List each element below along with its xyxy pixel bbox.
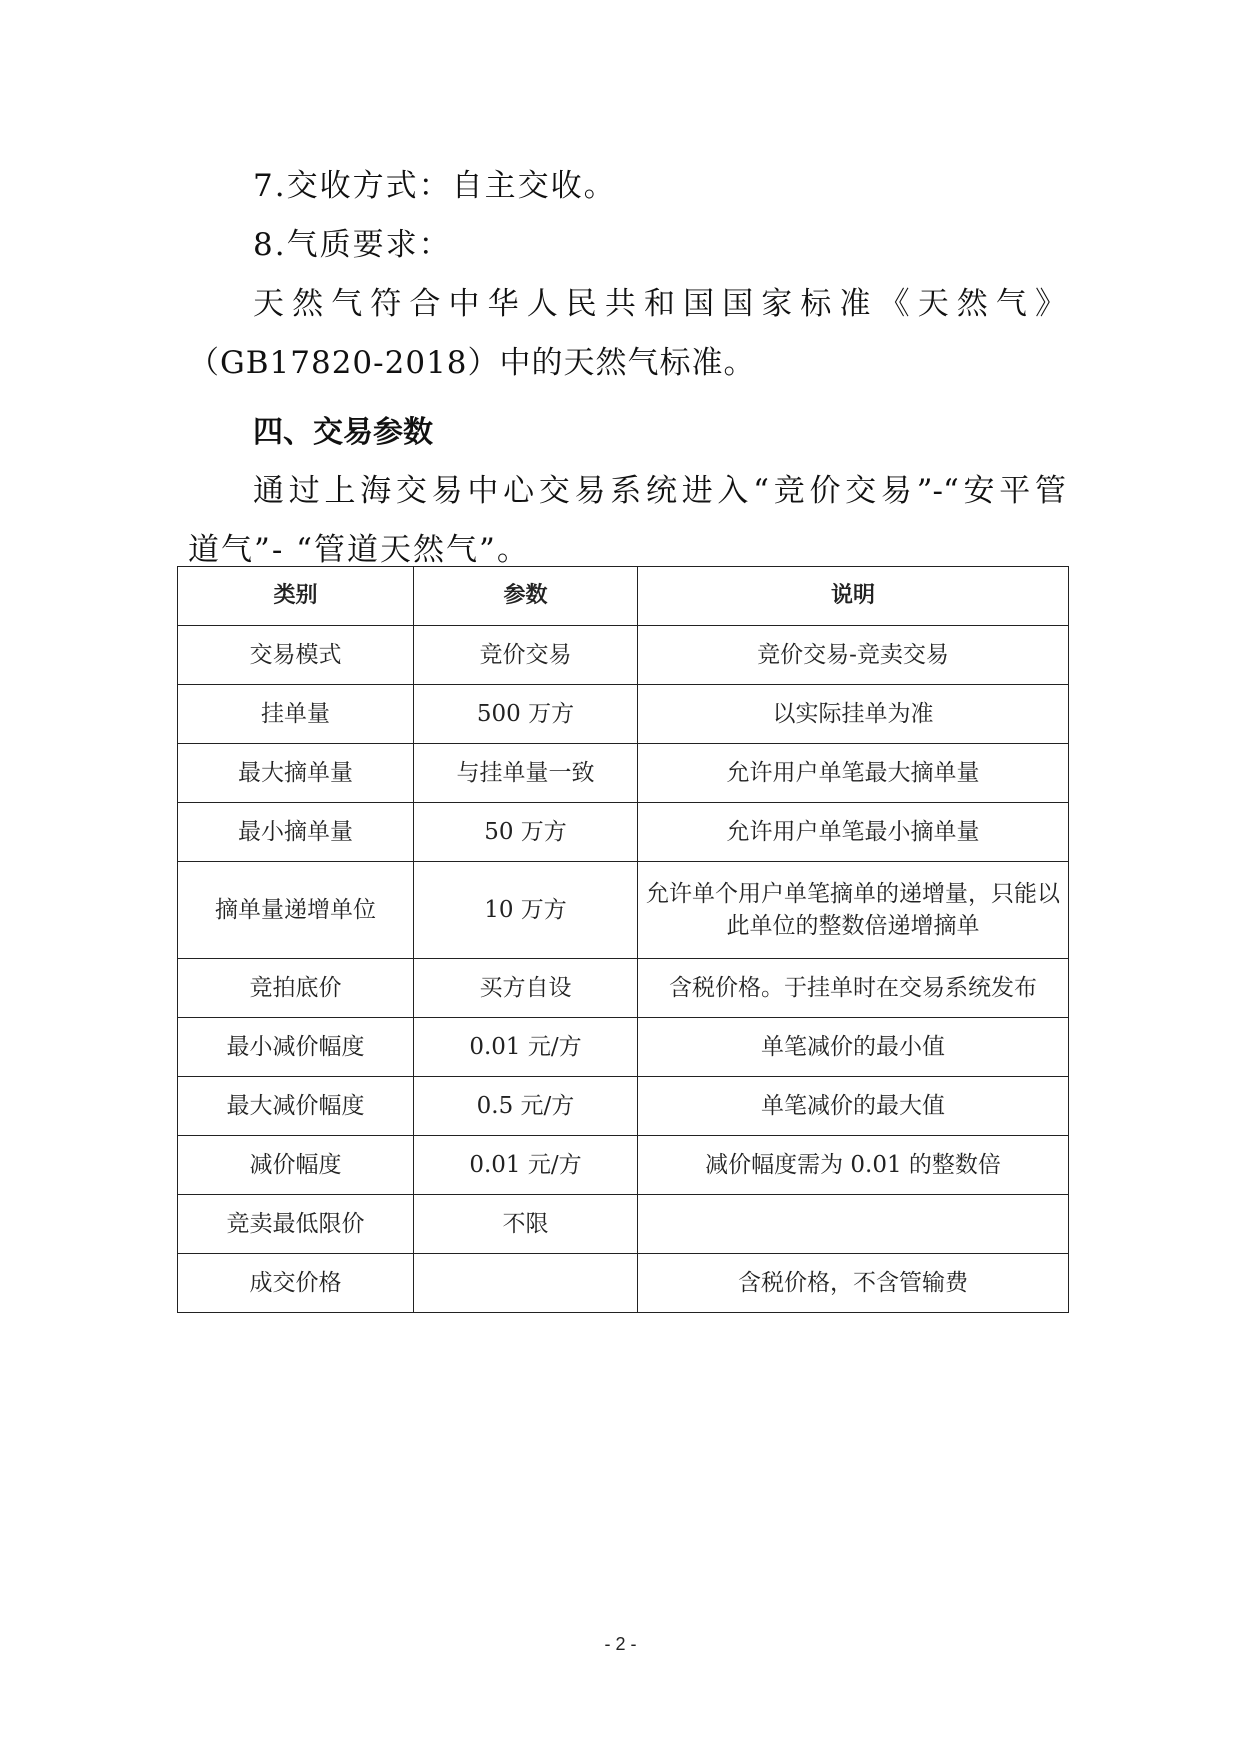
cell-description: 允许用户单笔最大摘单量 (638, 744, 1069, 803)
cell-category: 竞拍底价 (178, 959, 414, 1018)
gas-quality-text-line-1: 天然气符合中华人民共和国国家标准《天然气》 (253, 286, 1066, 322)
cell-parameter: 10 万方 (414, 862, 638, 959)
cell-parameter: 与挂单量一致 (414, 744, 638, 803)
intro-line-1: 通过上海交易中心交易系统进入“竞价交易”-“安平管 (253, 473, 1066, 509)
cell-parameter: 不限 (414, 1195, 638, 1254)
table-row (178, 1195, 1069, 1254)
cell-category: 最大摘单量 (178, 744, 414, 803)
cell-category: 最大减价幅度 (178, 1077, 414, 1136)
cell-parameter: 买方自设 (414, 959, 638, 1018)
cell-parameter: 0.01 元/方 (414, 1018, 638, 1077)
cell-description (638, 1195, 1069, 1254)
gas-quality-text-line-2: （GB17820-2018）中的天然气标准。 (188, 345, 756, 381)
cell-description: 单笔减价的最大值 (638, 1077, 1069, 1136)
section-heading-trade-params: 四、交易参数 (253, 415, 433, 450)
cell-category: 减价幅度 (178, 1136, 414, 1195)
table-row (178, 626, 1069, 685)
cell-parameter: 0.01 元/方 (414, 1136, 638, 1195)
cell-category: 最小摘单量 (178, 803, 414, 862)
delivery-method-line: 7.交收方式：自主交收。 (253, 168, 617, 204)
cell-category: 最小减价幅度 (178, 1018, 414, 1077)
table-row (178, 1018, 1069, 1077)
cell-parameter (414, 1254, 638, 1313)
cell-description: 含税价格。于挂单时在交易系统发布 (638, 959, 1069, 1018)
cell-category: 摘单量递增单位 (178, 862, 414, 959)
header-parameter: 参数 (414, 567, 638, 626)
table-header-row (178, 567, 1069, 626)
table-row (178, 959, 1069, 1018)
cell-category: 成交价格 (178, 1254, 414, 1313)
cell-description: 减价幅度需为 0.01 的整数倍 (638, 1136, 1069, 1195)
cell-category: 交易模式 (178, 626, 414, 685)
cell-parameter: 竞价交易 (414, 626, 638, 685)
cell-parameter: 0.5 元/方 (414, 1077, 638, 1136)
cell-description: 含税价格，不含管输费 (638, 1254, 1069, 1313)
gas-quality-heading: 8.气质要求： (253, 227, 452, 263)
table-row (178, 803, 1069, 862)
cell-description: 允许用户单笔最小摘单量 (638, 803, 1069, 862)
table-row (178, 1136, 1069, 1195)
cell-category: 竞卖最低限价 (178, 1195, 414, 1254)
table-row (178, 1077, 1069, 1136)
cell-description: 允许单个用户单笔摘单的递增量，只能以此单位的整数倍递增摘单 (638, 862, 1069, 959)
page-number: - 2 - (604, 1634, 637, 1654)
table-row (178, 1254, 1069, 1313)
intro-line-2: 道气”- “管道天然气”。 (188, 532, 530, 568)
header-category: 类别 (178, 567, 414, 626)
cell-description: 竞价交易-竞卖交易 (638, 626, 1069, 685)
trade-parameters-table (177, 566, 1069, 1313)
cell-description: 以实际挂单为准 (638, 685, 1069, 744)
cell-parameter: 500 万方 (414, 685, 638, 744)
cell-description: 单笔减价的最小值 (638, 1018, 1069, 1077)
table-row (178, 862, 1069, 959)
cell-parameter: 50 万方 (414, 803, 638, 862)
header-description: 说明 (638, 567, 1069, 626)
cell-category: 挂单量 (178, 685, 414, 744)
table-row (178, 744, 1069, 803)
table-row (178, 685, 1069, 744)
